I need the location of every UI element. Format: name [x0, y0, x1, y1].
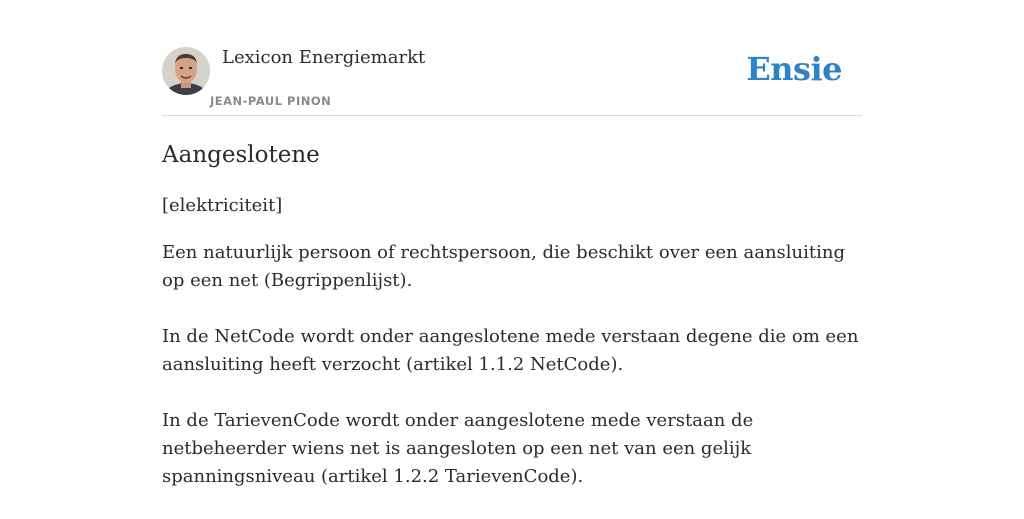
author-name[interactable]: JEAN-PAUL PINON: [210, 94, 332, 108]
entry-content: [162, 140, 862, 487]
definition-paragraph: In de TarievenCode wordt onder aangeslotene mede verstaan de netbeheerder wiens net is aangesloten op een net van een gelijk spanningsniveau (artikel 1.2.2 TarievenCode).: [162, 410, 754, 487]
definition-paragraph: Een natuurlijk persoon of rechtspersoon, die beschikt over een aansluiting op een net (Begrippenlijst).: [162, 242, 845, 291]
author-avatar[interactable]: [162, 47, 210, 95]
author-portrait-icon: [162, 47, 210, 95]
ensie-logo[interactable]: Ensie: [746, 50, 842, 88]
entry-category: [elektriciteit]: [162, 195, 283, 216]
entry-term: Aangeslotene: [162, 142, 320, 168]
lexicon-title[interactable]: Lexicon Energiemarkt: [222, 47, 426, 68]
entry-definition: [162, 239, 862, 519]
lexicon-header: [162, 44, 862, 116]
definition-paragraph: In de NetCode wordt onder aangeslotene mede verstaan degene die om een aansluiting heeft verzocht (artikel 1.1.2 NetCode).: [162, 326, 859, 375]
